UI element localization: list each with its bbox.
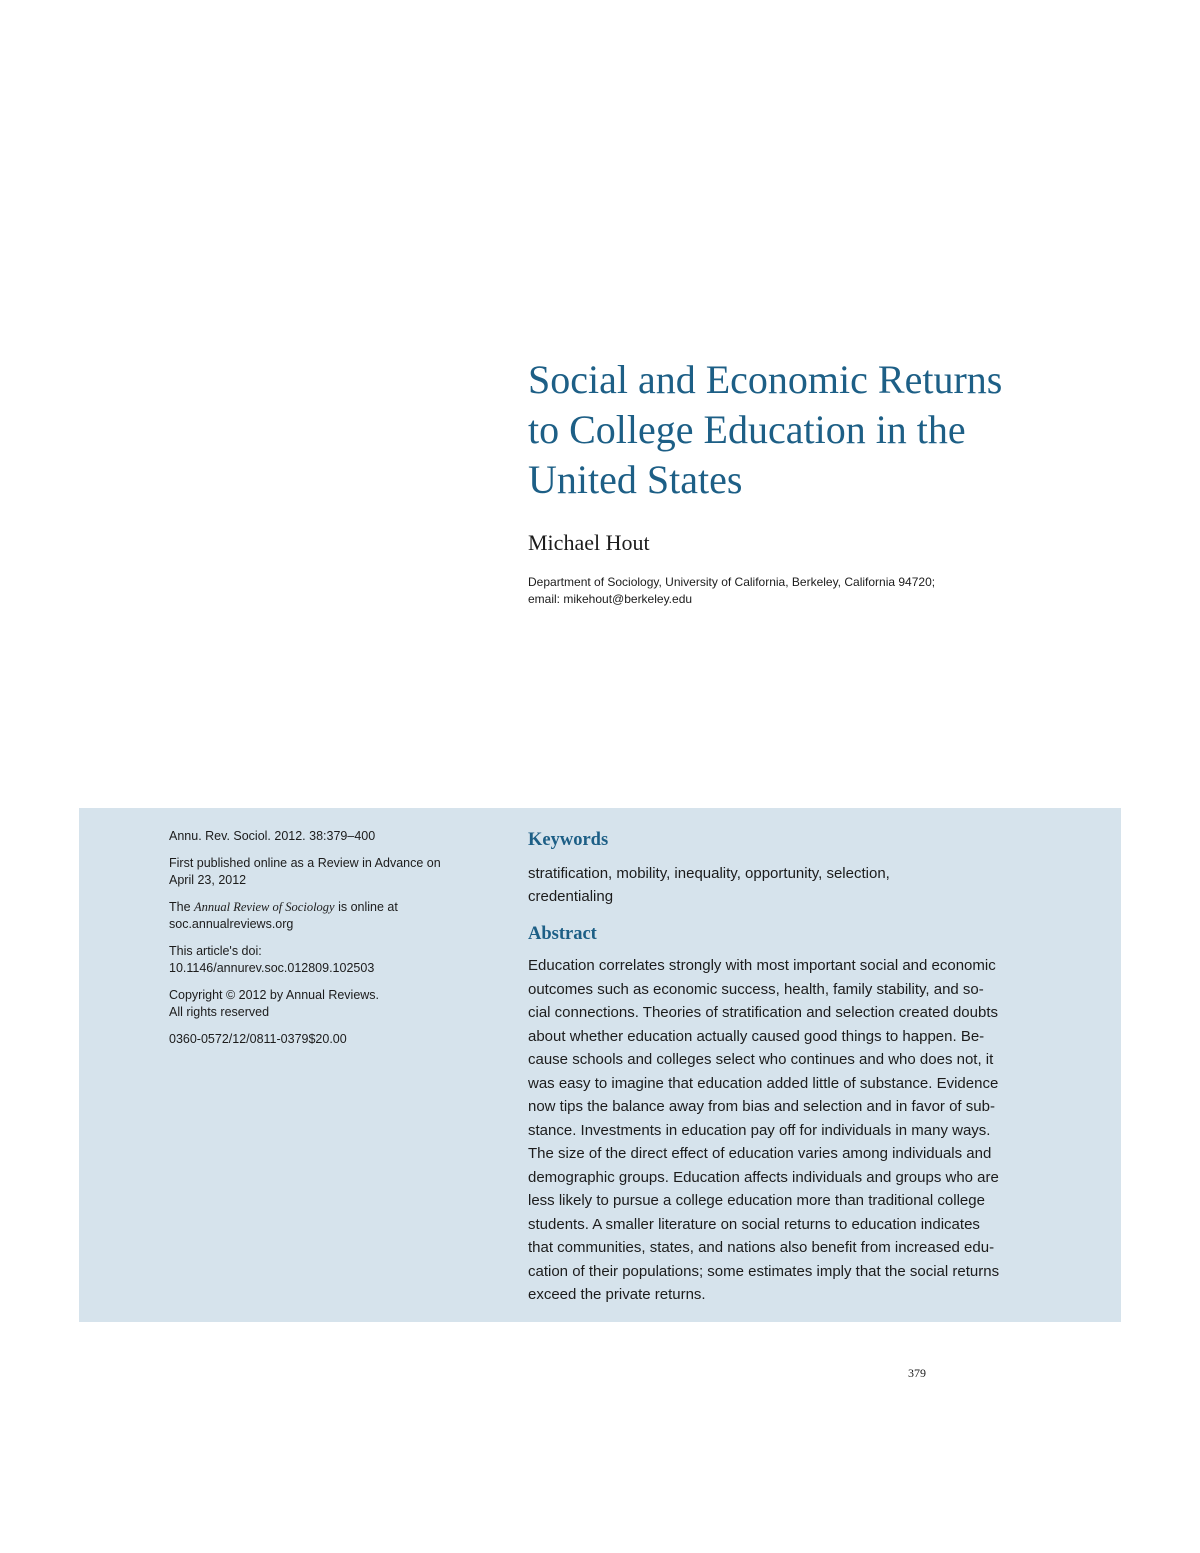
keywords-heading: Keywords — [528, 830, 609, 850]
abstract-line: was easy to imagine that education added little of substance. Evidence — [528, 1074, 999, 1092]
abstract-line: about whether education actually caused good things to happen. Be- — [528, 1027, 985, 1045]
affiliation-line: email: mikehout@berkeley.edu — [528, 592, 693, 606]
doi-value[interactable]: 10.1146/annurev.soc.012809.102503 — [169, 961, 375, 975]
first-published-line: April 23, 2012 — [169, 873, 247, 887]
abstract-line: now tips the balance away from bias and selection and in favor of sub- — [528, 1098, 995, 1115]
citation: Annu. Rev. Sociol. 2012. 38:379–400 — [169, 829, 376, 843]
abstract-line: outcomes such as economic success, health, family stability, and so- — [528, 980, 984, 998]
title-line: to College Education in the — [528, 407, 966, 452]
author-affiliation — [528, 574, 1088, 608]
abstract-line: that communities, states, and nations also benefit from increased edu- — [528, 1239, 995, 1256]
doi-label: This article's doi: — [169, 944, 262, 958]
issn-block — [169, 1031, 469, 1048]
abstract-line: less likely to pursue a college education more than traditional college — [528, 1192, 985, 1209]
abstract-line: cial connections. Theories of stratification and selection created doubts — [528, 1004, 998, 1021]
journal-name: Annual Review of Sociology — [194, 900, 335, 914]
citation-block — [169, 828, 469, 845]
title-line: Social and Economic Returns — [528, 357, 1003, 402]
abstract-line: demographic groups. Education affects individuals and groups who are — [528, 1168, 999, 1186]
online-block — [169, 899, 469, 933]
online-suffix: is online at — [334, 900, 398, 914]
copyright-line: All rights reserved — [169, 1005, 270, 1019]
abstract-text — [528, 954, 1103, 1307]
abstract-line: exceed the private returns. — [528, 1286, 706, 1303]
keywords-line: credentialing — [528, 888, 614, 905]
abstract-line: students. A smaller literature on social returns to education indicates — [528, 1215, 980, 1233]
online-availability — [169, 899, 469, 916]
first-published-line: First published online as a Review in Advance on — [169, 856, 441, 870]
abstract-line: stance. Investments in education pay off for individuals in many ways. — [528, 1121, 991, 1139]
abstract-line: The size of the direct effect of education varies among individuals and — [528, 1145, 992, 1162]
author-name: Michael Hout — [528, 530, 650, 555]
first-published-block — [169, 855, 469, 889]
abstract-heading: Abstract — [528, 924, 597, 944]
title-line: United States — [528, 457, 743, 502]
copyright-block — [169, 987, 469, 1021]
abstract-panel — [79, 808, 1121, 1322]
publication-metadata — [169, 828, 469, 1058]
abstract-line: Education correlates strongly with most important social and economic — [528, 957, 996, 974]
abstract-line: cation of their populations; some estimates imply that the social returns — [528, 1262, 1000, 1280]
abstract-line: cause schools and colleges select who continues and who does not, it — [528, 1051, 994, 1068]
doi-block — [169, 943, 469, 977]
affiliation-line: Department of Sociology, University of California, Berkeley, California 94720; — [528, 575, 936, 589]
keywords-abstract-column — [528, 828, 1103, 1307]
article-title — [528, 355, 1128, 505]
page-number: 379 — [908, 1366, 926, 1380]
online-prefix: The — [169, 900, 195, 914]
issn: 0360-0572/12/0811-0379$20.00 — [169, 1032, 347, 1046]
copyright-line: Copyright © 2012 by Annual Reviews. — [169, 988, 380, 1002]
online-url[interactable]: soc.annualreviews.org — [169, 917, 294, 931]
keywords-list — [528, 862, 1103, 908]
keywords-line: stratification, mobility, inequality, opportunity, selection, — [528, 865, 890, 882]
